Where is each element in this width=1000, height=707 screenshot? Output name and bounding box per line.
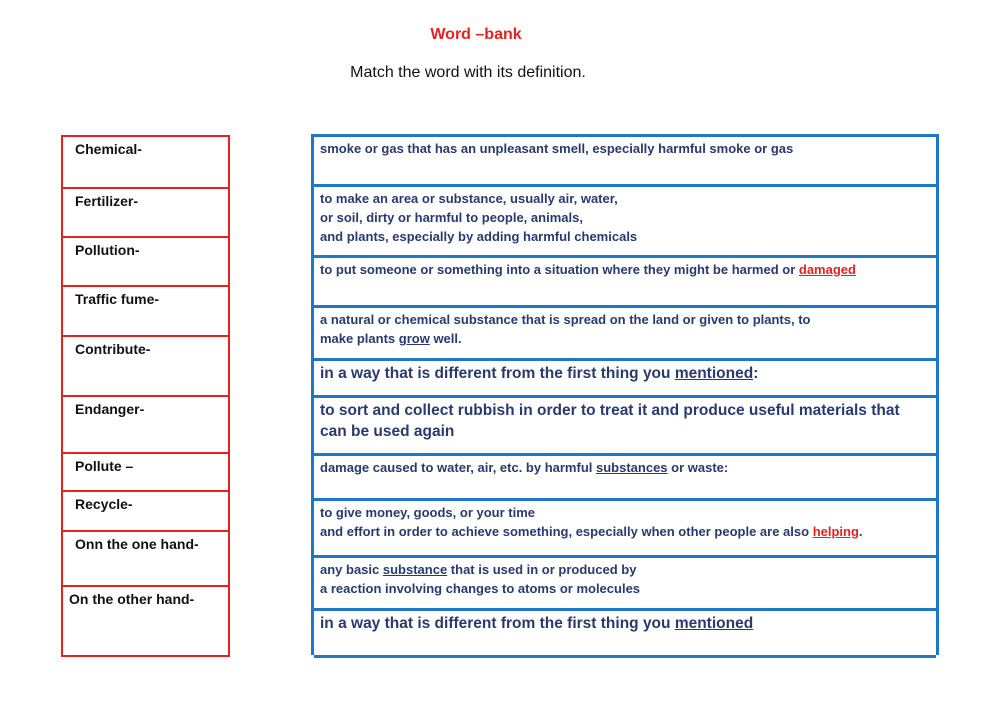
word-cell: Traffic fume- xyxy=(63,287,228,337)
definition-text: and effort in order to achieve something, especially when other people are also xyxy=(320,524,813,539)
word-cell: Chemical- xyxy=(63,137,228,189)
definition-text: in a way that is different from the first thing you xyxy=(320,365,675,382)
page-title: Word –bank xyxy=(430,26,522,43)
definition-text: damage caused to water, air, etc. by harmful xyxy=(320,460,596,475)
definition-text: : xyxy=(753,365,759,382)
word-cell: Pollute – xyxy=(63,454,228,492)
keyword-link[interactable]: mentioned xyxy=(674,365,754,382)
word-cell: Onn the one hand- xyxy=(63,532,228,587)
definition-cell xyxy=(314,137,936,187)
definition-cell xyxy=(314,456,936,501)
definition-cell xyxy=(314,611,936,658)
keyword-link[interactable]: grow xyxy=(398,331,430,346)
definition-cell xyxy=(314,308,936,361)
definition-text: . xyxy=(858,524,863,539)
definition-text: to give money, goods, or your time xyxy=(320,505,536,520)
word-cell: Contribute- xyxy=(63,337,228,397)
definition-text: to put someone or something into a situation where they might be harmed or xyxy=(320,262,799,277)
instruction-text: Match the word with its definition. xyxy=(350,64,586,81)
word-cell: Fertilizer- xyxy=(63,189,228,238)
keyword-link[interactable]: substance xyxy=(382,562,448,577)
definition-text: make plants xyxy=(320,331,399,346)
definition-text: to make an area or substance, usually air, water, xyxy=(320,191,618,206)
definition-text: and plants, especially by adding harmful chemicals xyxy=(320,229,638,244)
definition-text: in a way that is different from the first thing you xyxy=(320,615,675,632)
definition-text: to sort and collect rubbish in order to treat it and produce useful materials that xyxy=(320,402,900,419)
word-cell: Pollution- xyxy=(63,238,228,287)
definition-text: a natural or chemical substance that is spread on the land or given to plants, to xyxy=(320,312,811,327)
definition-column xyxy=(311,134,939,655)
keyword-link[interactable]: damaged xyxy=(798,262,856,277)
word-cell: Endanger- xyxy=(63,397,228,454)
word-cell: On the other hand- xyxy=(63,587,228,657)
definition-text: a reaction involving changes to atoms or molecules xyxy=(320,581,641,596)
definition-text: that is used in or produced by xyxy=(447,562,637,577)
word-column xyxy=(61,135,230,657)
definition-cell xyxy=(314,501,936,558)
definition-cell xyxy=(314,361,936,398)
definition-text: can be used again xyxy=(320,423,455,440)
definition-text: smoke or gas that has an unpleasant smell, especially harmful smoke or gas xyxy=(320,141,794,156)
definition-cell xyxy=(314,187,936,258)
definition-text: well. xyxy=(429,331,462,346)
definition-text: or soil, dirty or harmful to people, animals, xyxy=(320,210,583,225)
definition-cell xyxy=(314,398,936,456)
definition-cell xyxy=(314,258,936,308)
word-cell: Recycle- xyxy=(63,492,228,532)
keyword-link[interactable]: helping xyxy=(812,524,859,539)
definition-cell xyxy=(314,558,936,611)
keyword-link[interactable]: substances xyxy=(596,460,668,475)
keyword-link[interactable]: mentioned xyxy=(674,615,754,632)
definition-text: or waste: xyxy=(667,460,729,475)
definition-text: any basic xyxy=(320,562,383,577)
